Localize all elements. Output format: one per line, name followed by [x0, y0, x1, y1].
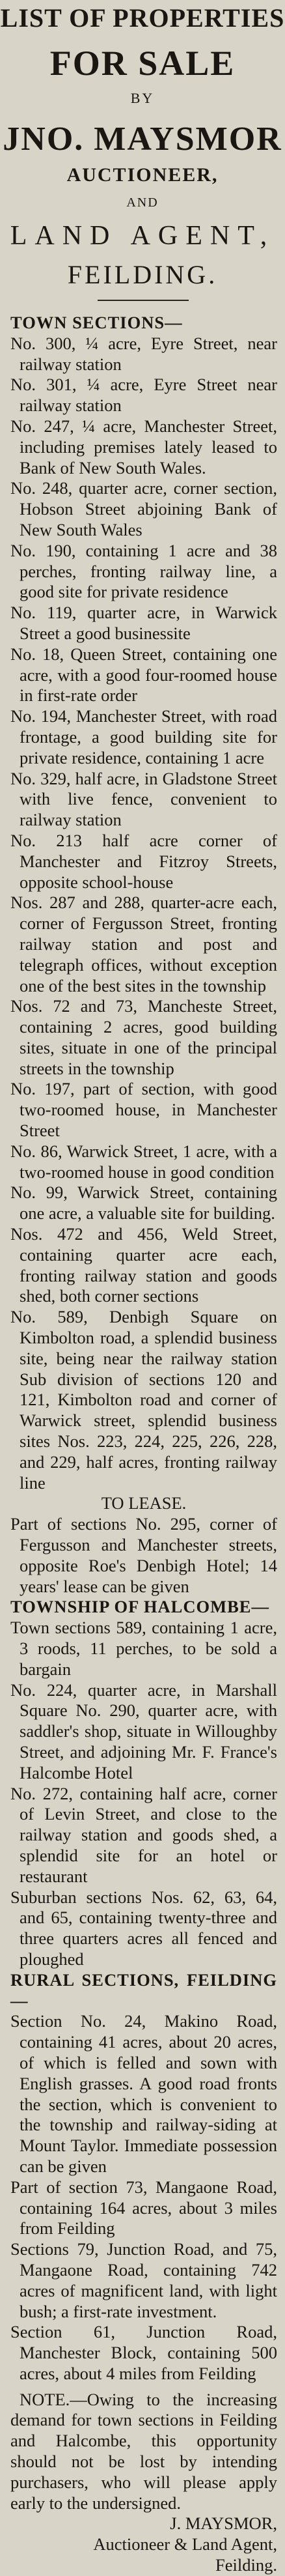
heading-name: JNO. MAYSMOR [3, 121, 282, 158]
listing-item: No. 194, Manchester Street, with road frontage, a good building site for private residence, containing 1 acre [10, 706, 277, 767]
heading-for-sale: FOR SALE [49, 44, 236, 83]
listing-item: Town sections 589, containing 1 acre, 3 roods, 11 perches, to be sold a bargain [10, 1618, 277, 1679]
heading-line-1: LIST OF PROPERTIES [0, 3, 285, 33]
listing-item: No. 213 half acre corner of Manchester and Fitzroy Streets, opposite school-house [10, 830, 277, 892]
heading-auctioneer: AUCTIONEER, [66, 164, 219, 186]
heading-by: BY [130, 90, 155, 106]
listing-item: No. 119, quarter acre, in Warwick Street a good businessite [10, 603, 277, 643]
signature-title: Auctioneer & Land Agent, [93, 2534, 277, 2555]
listing-item: No. 272, containing half acre, corner of Levin Street, and close to the railway station and goods shed, a splendid site for an hotel or restaurant [10, 1783, 277, 1886]
listing-item: No. 247, ¼ acre, Manchester Street, including premises lately leased to Bank of New South Wales. [10, 416, 277, 478]
listing-item: No. 329, half acre, in Gladstone Street with live fence, convenient to railway station [10, 768, 277, 830]
listing-item: Nos. 287 and 288, quarter-acre each, corner of Fergusson Street, fronting railway station and post and telegraph offices, without exception one of the best sites in the township [10, 893, 277, 995]
listing-item: Part of sections No. 295, corner of Fergusson and Manchester streets, opposite Roe's Denbigh Hotel; 14 years' lease can be given [10, 1514, 277, 1596]
section-heading-town: TOWN SECTIONS— [10, 313, 183, 332]
heading-land-agent: LAND AGENT, [10, 221, 275, 251]
listing-item: Nos. 472 and 456, Weld Street, containing quarter acre each, fronting railway station and goods shed, both corner sections [10, 1224, 277, 1306]
listing-item: No. 86, Warwick Street, 1 acre, with a two-roomed house in good condition [10, 1141, 277, 1182]
listing-item: No. 197, part of section, with good two-roomed house, in Manchester Street [10, 1079, 277, 1141]
listing-item: No. 224, quarter acre, in Marshall Square No. 290, quarter acre, with saddler's shop, situate in Willoughby Street, and adjoining Mr. F. France's Halcombe Hotel [10, 1680, 277, 1782]
listing-item: Suburban sections Nos. 62, 63, 64, and 65, containing twenty-three and three quarters acres all fenced and ploughed [10, 1887, 277, 1969]
listing-item: Section No. 24, Makino Road, containing 41 acres, about 20 acres, of which is felled and sown with English grasses. A good road fronts the section, which is convenient to the township and railway-siding at Mount Taylor. Immediate possession can be given [10, 2011, 277, 2176]
listing-item: No. 190, containing 1 acre and 38 perches, fronting railway line, a good site for private residence [10, 540, 277, 602]
listing-item: No. 589, Denbigh Square on Kimbolton road, a splendid business site, being near the railway station Sub division of sections 120 and 121, Kimbolton road and corner of Warwick street, splendid business sites Nos. 223, 224, 225, 226, 228, and 229, half acres, fronting railway line [10, 1307, 277, 1493]
section-heading-halcombe: TOWNSHIP OF HALCOMBE— [10, 1597, 269, 1617]
listing-item: Nos. 72 and 73, Mancheste Street, containing 2 acres, good building sites, situate in one of the principal streets in the township [10, 996, 277, 1078]
listing-body [10, 313, 277, 2576]
listing-item: Section 61, Junction Road, Manchester Block, containing 500 acres, about 4 miles from Feilding [10, 2322, 277, 2383]
heading-place: FEILDING. [67, 260, 218, 289]
listing-item: Sections 79, Junction Road, and 75, Mangaone Road, containing 742 acres of magnificent land, with light bush; a first-rate investment. [10, 2239, 277, 2321]
listing-item: No. 18, Queen Street, containing one acre, with a good four-roomed house in first-rate order [10, 644, 277, 706]
heading-and: AND [126, 195, 159, 210]
section-heading-rural: RURAL SECTIONS, FEILDING— [10, 1969, 277, 2011]
heading-divider [98, 300, 189, 301]
listing-item: No. 300, ¼ acre, Eyre Street, near railway station [10, 333, 277, 374]
listing-item: No. 301, ¼ acre, Eyre Street near railway station [10, 375, 277, 416]
signature-name: J. MAYSMOR, [170, 2513, 277, 2534]
section-heading-lease: TO LEASE. [101, 1493, 187, 1513]
listing-item: No. 99, Warwick Street, containing one acre, a valuable site for building. [10, 1182, 277, 1224]
signature-place: Feilding. [215, 2555, 277, 2575]
listing-item: No. 248, quarter acre, corner section, Hobson Street abjoining Bank of New South Wales [10, 478, 277, 539]
closing-note: NOTE.—Owing to the increasing demand for town sections in Feilding and Halcombe, this opportunity should not be lost by intending purchasers, who will please apply early to the undersigned. [10, 2389, 277, 2513]
listing-item: Part of section 73, Mangaone Road, containing 164 acres, about 3 miles from Feilding [10, 2177, 277, 2239]
